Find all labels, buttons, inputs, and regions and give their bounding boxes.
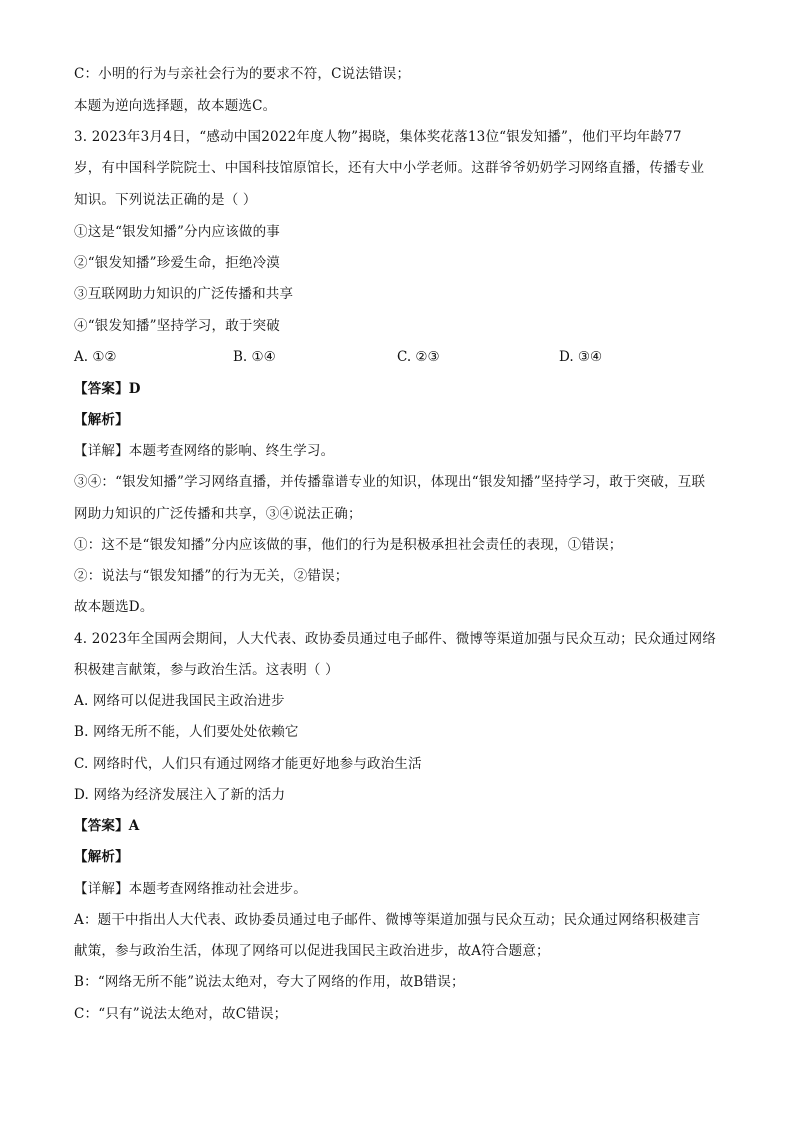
question-3-stem: 知识。下列说法正确的是（ ） [74, 192, 257, 208]
question-3-item: ④“银发知播”坚持学习，敢于突破 [74, 318, 281, 334]
analysis-label: 【解析】 [74, 412, 129, 428]
analysis-label: 【解析】 [74, 849, 129, 865]
detail-line: 献策，参与政治生活，体现了网络可以促进我国民主政治进步，故A符合题意； [74, 943, 550, 959]
answer-label: 【答案】D [74, 381, 141, 397]
detail-line: C：“只有”说法太绝对，故C错误； [74, 1006, 288, 1022]
text-line: C：小明的行为与亲社会行为的要求不符，C说法错误； [74, 66, 411, 82]
detail-line: ②：说法与“银发知播”的行为无关，②错误； [74, 568, 349, 584]
detail-line: B：“网络无所不能”说法太绝对，夸大了网络的作用，故B错误； [74, 974, 465, 990]
detail-line: 故本题选D。 [74, 599, 154, 615]
detail-line: 网助力知识的广泛传播和共享，③④说法正确； [74, 506, 362, 522]
question-4-option-c: C. 网络时代，人们只有通过网络才能更好地参与政治生活 [74, 756, 422, 772]
answer-label: 【答案】A [74, 818, 140, 834]
question-4-option-d: D. 网络为经济发展注入了新的活力 [74, 787, 286, 803]
question-3-stem: 3. 2023年3月4日，“感动中国2022年度人物”揭晓，集体奖花落13位“银发知播”，他们平均年龄77 [74, 129, 682, 145]
question-3-stem: 岁，有中国科学院院士、中国科技馆原馆长，还有大中小学老师。这群爷爷奶奶学习网络直播，传播专业 [74, 160, 705, 176]
question-3-item: ②“银发知播”珍爱生命，拒绝冷漠 [74, 255, 281, 271]
detail-line: ③④：“银发知播”学习网络直播，并传播靠谱专业的知识，体现出“银发知播”坚持学习，敢于突破，互联 [74, 474, 706, 490]
question-4-stem: 积极建言献策，参与政治生活。这表明（ ） [74, 662, 339, 678]
question-3-option-a: A. ①② [74, 349, 117, 365]
question-3-option-d: D. ③④ [559, 349, 603, 365]
question-4-option-a: A. 网络可以促进我国民主政治进步 [74, 693, 285, 709]
question-3-item: ①这是“银发知播”分内应该做的事 [74, 224, 281, 240]
detail-line: ①：这不是“银发知播”分内应该做的事，他们的行为是积极承担社会责任的表现，①错误； [74, 537, 623, 553]
text-line: 本题为逆向选择题，故本题选C。 [74, 98, 277, 114]
detail-line: A：题干中指出人大代表、政协委员通过电子邮件、微博等渠道加强与民众互动；民众通过网络积极建言 [74, 912, 701, 928]
detail-line: 【详解】本题考查网络推动社会进步。 [74, 881, 307, 897]
question-3-option-c: C. ②③ [397, 349, 440, 365]
question-4-stem: 4. 2023年全国两会期间，人大代表、政协委员通过电子邮件、微博等渠道加强与民众互动；民众通过网络 [74, 631, 717, 647]
question-3-item: ③互联网助力知识的广泛传播和共享 [74, 286, 294, 302]
question-3-option-b: B. ①④ [233, 349, 276, 365]
question-4-option-b: B. 网络无所不能，人们要处处依赖它 [74, 724, 299, 740]
detail-line: 【详解】本题考查网络的影响、终生学习。 [74, 443, 335, 459]
